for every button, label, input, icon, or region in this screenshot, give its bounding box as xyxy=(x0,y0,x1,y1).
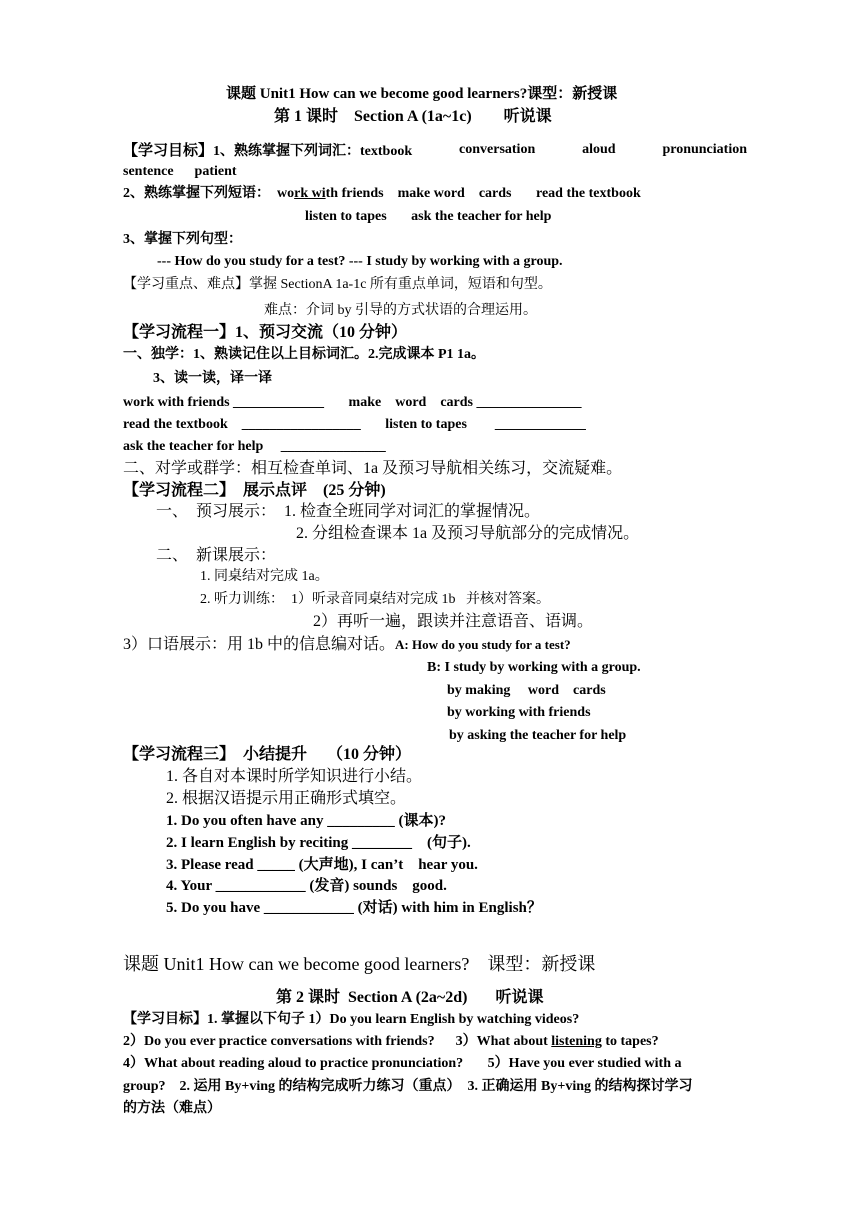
goal2-line: 2、熟练掌握下列短语： work with friends make word cards read the textbook xyxy=(123,186,641,201)
exercise-item: 3. Please read _____ (大声地), I can’t hear you. xyxy=(166,857,478,873)
oral-b-option: by asking the teacher for help xyxy=(449,728,627,743)
goal3-sentence: --- How do you study for a test? --- I study by working with a group. xyxy=(157,254,563,269)
fill-line: work with friends _____________ make word cards _______________ xyxy=(123,395,582,410)
oral-show: 3）口语展示：用 1b 中的信息编对话。A: How do you study for a test? xyxy=(123,636,571,653)
lesson2-title: 课题 Unit1 How can we become good learners? 课型：新授课 xyxy=(123,954,596,974)
flow3-header: 【学习流程三】 小结提升 （10 分钟） xyxy=(123,746,412,763)
flow2-header: 【学习流程二】 展示点评 (25 分钟) xyxy=(123,482,386,499)
period-label: 第 1 课时 xyxy=(274,108,339,125)
exercise-item: 2. I learn English by reciting ________ (句子). xyxy=(166,835,471,851)
preview-show: 一、 预习展示： 1. 检查全班同学对词汇的掌握情况。 xyxy=(156,503,541,520)
section-label: Section A (1a~1c) xyxy=(354,108,472,125)
preview-show-2: 2. 分组检查课本 1a 及预习导航部分的完成情况。 xyxy=(296,525,640,542)
new-show: 二、 新课展示： xyxy=(156,547,277,564)
lesson2-goals-line: 4）What about reading aloud to practice pronunciation? 5）Have you ever studied with a xyxy=(123,1056,682,1071)
goal1-words-line2: sentence patient xyxy=(123,164,237,179)
exercise-item: 5. Do you have ____________ (对话) with him in English？ xyxy=(166,900,542,916)
lesson1-title: 课题 Unit1 How can we become good learners?课型：新授课 xyxy=(226,86,618,102)
keypoints: 【学习重点、难点】掌握 SectionA 1a-1c 所有重点单词，短语和句型。 xyxy=(123,277,552,292)
goal1-word: aloud xyxy=(582,142,616,157)
read-translate: 3、读一读，译一译 xyxy=(153,371,272,386)
oral-b-option: by working with friends xyxy=(447,705,591,720)
fill-line: ask the teacher for help _______________ xyxy=(123,439,386,454)
flow1-header: 【学习流程一】1、预习交流（10 分钟） xyxy=(123,324,408,341)
new-show-1: 1. 同桌结对完成 1a。 xyxy=(200,569,329,584)
exercise-item: 4. Your ____________ (发音) sounds good. xyxy=(166,878,447,894)
fill-line: read the textbook _________________ listen to tapes _____________ xyxy=(123,417,586,432)
goal3: 3、掌握下列句型： xyxy=(123,232,242,247)
goal1-word: conversation xyxy=(459,142,536,157)
new-show-2: 2. 听力训练： 1）听录音同桌结对完成 1b 并核对答案。 xyxy=(200,592,550,607)
summary-1: 1. 各自对本课时所学知识进行小结。 xyxy=(166,768,423,785)
goals-header: 【学习目标】 xyxy=(123,143,214,159)
self-study: 一、独学：1、熟读记住以上目标词汇。2.完成课本 P1 1a。 xyxy=(123,347,486,362)
goal2-line2: listen to tapes ask the teacher for help xyxy=(305,209,552,224)
exercise-item: 1. Do you often have any _________ (课本)? xyxy=(166,813,446,829)
lesson2-period: 第 2 课时 Section A (2a~2d) 听说课 xyxy=(276,989,544,1006)
goal1-prefix: 1、熟练掌握下列词汇： xyxy=(213,144,361,159)
lesson2-goals-line: 2）Do you ever practice conversations with friends? 3）What about listening to tapes? xyxy=(123,1034,659,1049)
lesson2-goals-line: group? 2. 运用 By+ving 的结构完成听力练习（重点） 3. 正确运用 By+ving 的结构探讨学习 xyxy=(123,1079,693,1094)
pair-study: 二、对学或群学：相互检查单词、1a 及预习导航相关练习，交流疑难。 xyxy=(123,460,623,477)
new-show-2b: 2）再听一遍，跟读并注意语音、语调。 xyxy=(313,613,594,630)
difficulty: 难点：介词 by 引导的方式状语的合理运用。 xyxy=(264,303,537,318)
lesson2-goals-line: 的方法（难点） xyxy=(123,1101,221,1116)
lesson2-goals-line: 【学习目标】1. 掌握以下句子 1）Do you learn English by watching videos? xyxy=(123,1012,580,1027)
goal1-line xyxy=(123,142,747,161)
period-type: 听说课 xyxy=(503,108,552,125)
oral-b: B: I study by working with a group. xyxy=(427,660,641,675)
oral-b-option: by making word cards xyxy=(447,683,606,698)
lesson1-period xyxy=(274,107,552,126)
goal1-word: textbook xyxy=(360,144,413,159)
goal1-word: pronunciation xyxy=(662,142,747,157)
summary-2: 2. 根据汉语提示用正确形式填空。 xyxy=(166,790,407,807)
